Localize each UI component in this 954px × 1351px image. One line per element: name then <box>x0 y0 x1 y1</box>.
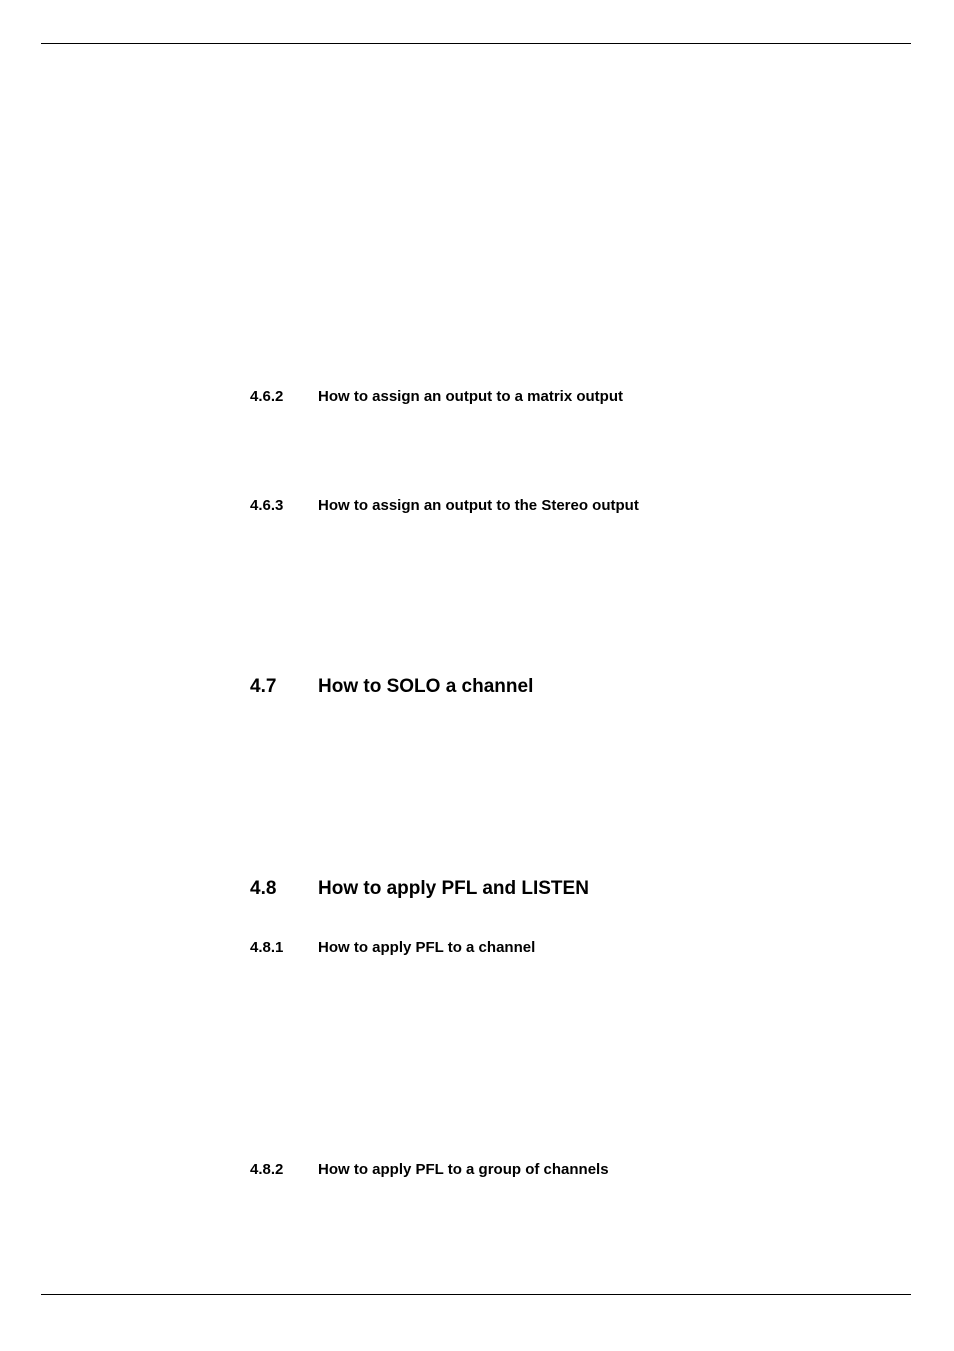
section-number: 4.6.3 <box>250 497 284 514</box>
section-heading-4-8 <box>250 878 589 900</box>
section-title: How to apply PFL to a group of channels <box>318 1161 609 1178</box>
section-title: How to apply PFL and LISTEN <box>318 878 589 899</box>
section-heading-4-6-2 <box>250 388 623 406</box>
section-number: 4.8.2 <box>250 1161 284 1178</box>
footer-rule <box>41 1294 911 1295</box>
section-title: How to assign an output to a matrix output <box>318 388 623 405</box>
section-number: 4.8 <box>250 878 277 899</box>
section-heading-4-8-2 <box>250 1161 609 1179</box>
section-heading-4-8-1 <box>250 939 535 957</box>
section-title: How to assign an output to the Stereo output <box>318 497 639 514</box>
section-number: 4.8.1 <box>250 939 284 956</box>
section-title: How to SOLO a channel <box>318 676 534 697</box>
section-heading-4-7 <box>250 676 533 698</box>
header-rule <box>41 43 911 44</box>
section-heading-4-6-3 <box>250 497 639 515</box>
section-number: 4.6.2 <box>250 388 284 405</box>
section-title: How to apply PFL to a channel <box>318 939 536 956</box>
section-number: 4.7 <box>250 676 277 697</box>
